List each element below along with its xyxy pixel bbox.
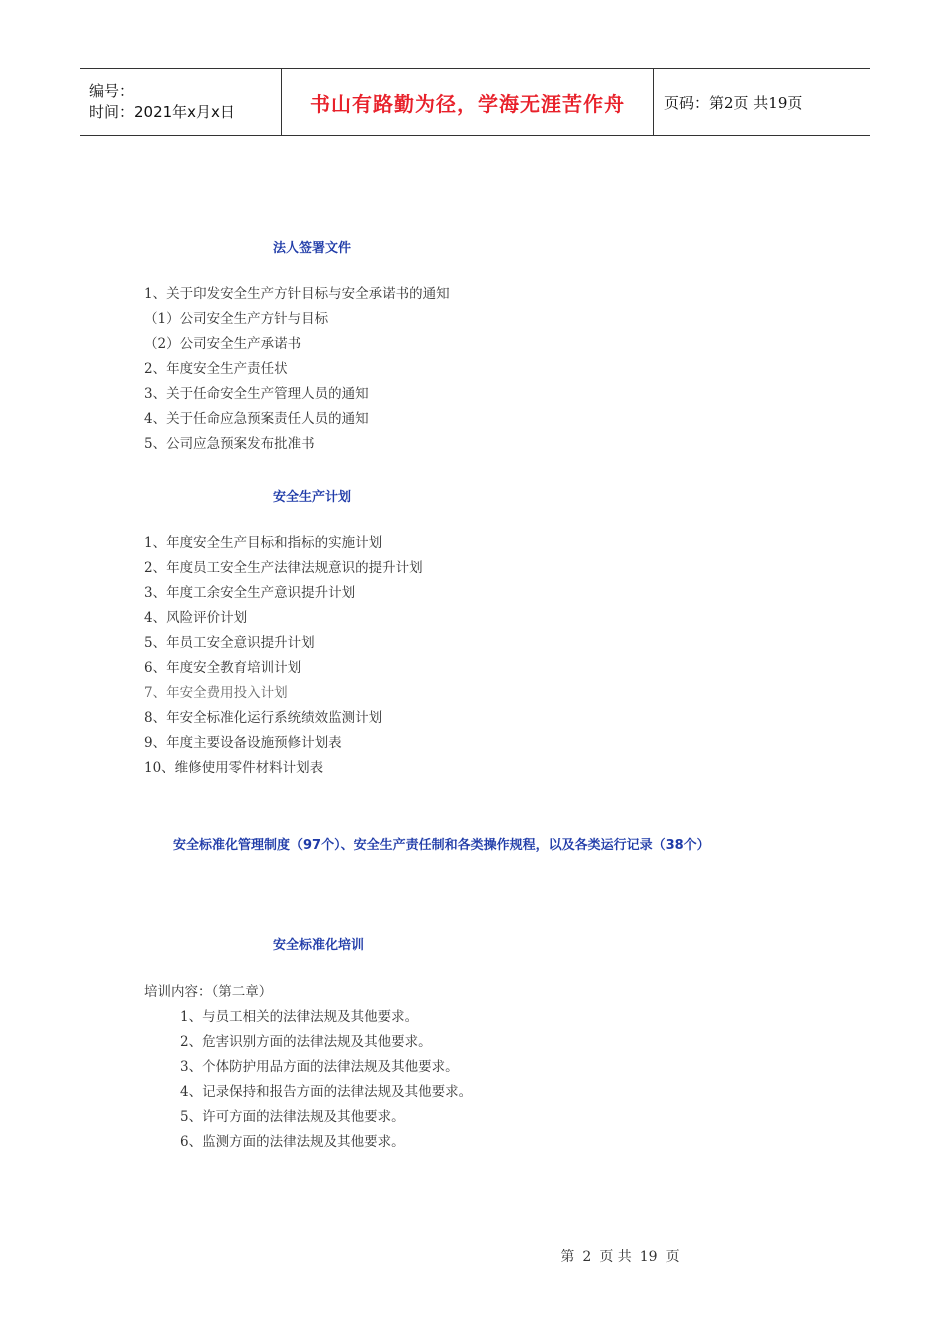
legal-list: [144, 282, 450, 457]
section-title-training: 安全标准化培训: [273, 938, 365, 953]
list-item: 4、记录保持和报告方面的法律法规及其他要求。: [180, 1084, 473, 1100]
list-item: 4、关于任命应急预案责任人员的通知: [144, 411, 369, 427]
header-motto: 书山有路勤为径，学海无涯苦作舟: [282, 69, 654, 135]
footer-page-number: 2: [582, 1249, 592, 1265]
list-item: 1、年度安全生产目标和指标的实施计划: [144, 535, 383, 551]
training-intro-text: 培训内容：（第二章）: [144, 984, 273, 1000]
list-item: 5、公司应急预案发布批准书: [144, 436, 315, 452]
training-intro: [144, 980, 272, 1005]
list-item: 6、监测方面的法律法规及其他要求。: [180, 1134, 405, 1150]
header-meta: [80, 69, 282, 135]
list-item: 1、关于印发安全生产方针目标与安全承诺书的通知: [144, 286, 450, 302]
section-title-plan: 安全生产计划: [273, 490, 352, 505]
page-footer: [0, 1246, 950, 1266]
document-number-label: 编号：: [89, 82, 135, 100]
list-item: 6、年度安全教育培训计划: [144, 660, 302, 676]
training-list: [180, 1005, 472, 1155]
footer-mid: 页 共: [599, 1249, 632, 1265]
header-page-label: 页码：第2页 共19页: [664, 93, 803, 112]
section-title-legal: 法人签署文件: [273, 241, 352, 256]
list-item: 2、年度安全生产责任状: [144, 361, 288, 377]
footer-suffix: 页: [665, 1249, 680, 1265]
list-item: 7、年安全费用投入计划: [144, 685, 288, 701]
list-item: 5、许可方面的法律法规及其他要求。: [180, 1109, 405, 1125]
list-item: （2）公司安全生产承诺书: [144, 336, 302, 352]
plan-list: [144, 531, 423, 781]
list-item: 1、与员工相关的法律法规及其他要求。: [180, 1009, 419, 1025]
list-item: 2、年度员工安全生产法律法规意识的提升计划: [144, 560, 423, 576]
list-item: 3、关于任命安全生产管理人员的通知: [144, 386, 369, 402]
list-item: 9、年度主要设备设施预修计划表: [144, 735, 342, 751]
section-title-management: 安全标准化管理制度（97个）、安全生产责任制和各类操作规程，以及各类运行记录（38个）: [173, 838, 710, 853]
list-item: （1）公司安全生产方针与目标: [144, 311, 329, 327]
list-item: 8、年安全标准化运行系统绩效监测计划: [144, 710, 383, 726]
list-item: 2、危害识别方面的法律法规及其他要求。: [180, 1034, 432, 1050]
list-item: 4、风险评价计划: [144, 610, 248, 626]
document-time-label: 时间：2021年x月x日: [89, 103, 235, 121]
list-item: 10、维修使用零件材料计划表: [144, 760, 324, 776]
list-item: 3、个体防护用品方面的法律法规及其他要求。: [180, 1059, 459, 1075]
page-header: [80, 68, 870, 136]
list-item: 3、年度工余安全生产意识提升计划: [144, 585, 356, 601]
list-item: 5、年员工安全意识提升计划: [144, 635, 315, 651]
footer-total-pages: 19: [639, 1249, 658, 1265]
footer-prefix: 第: [560, 1249, 575, 1265]
